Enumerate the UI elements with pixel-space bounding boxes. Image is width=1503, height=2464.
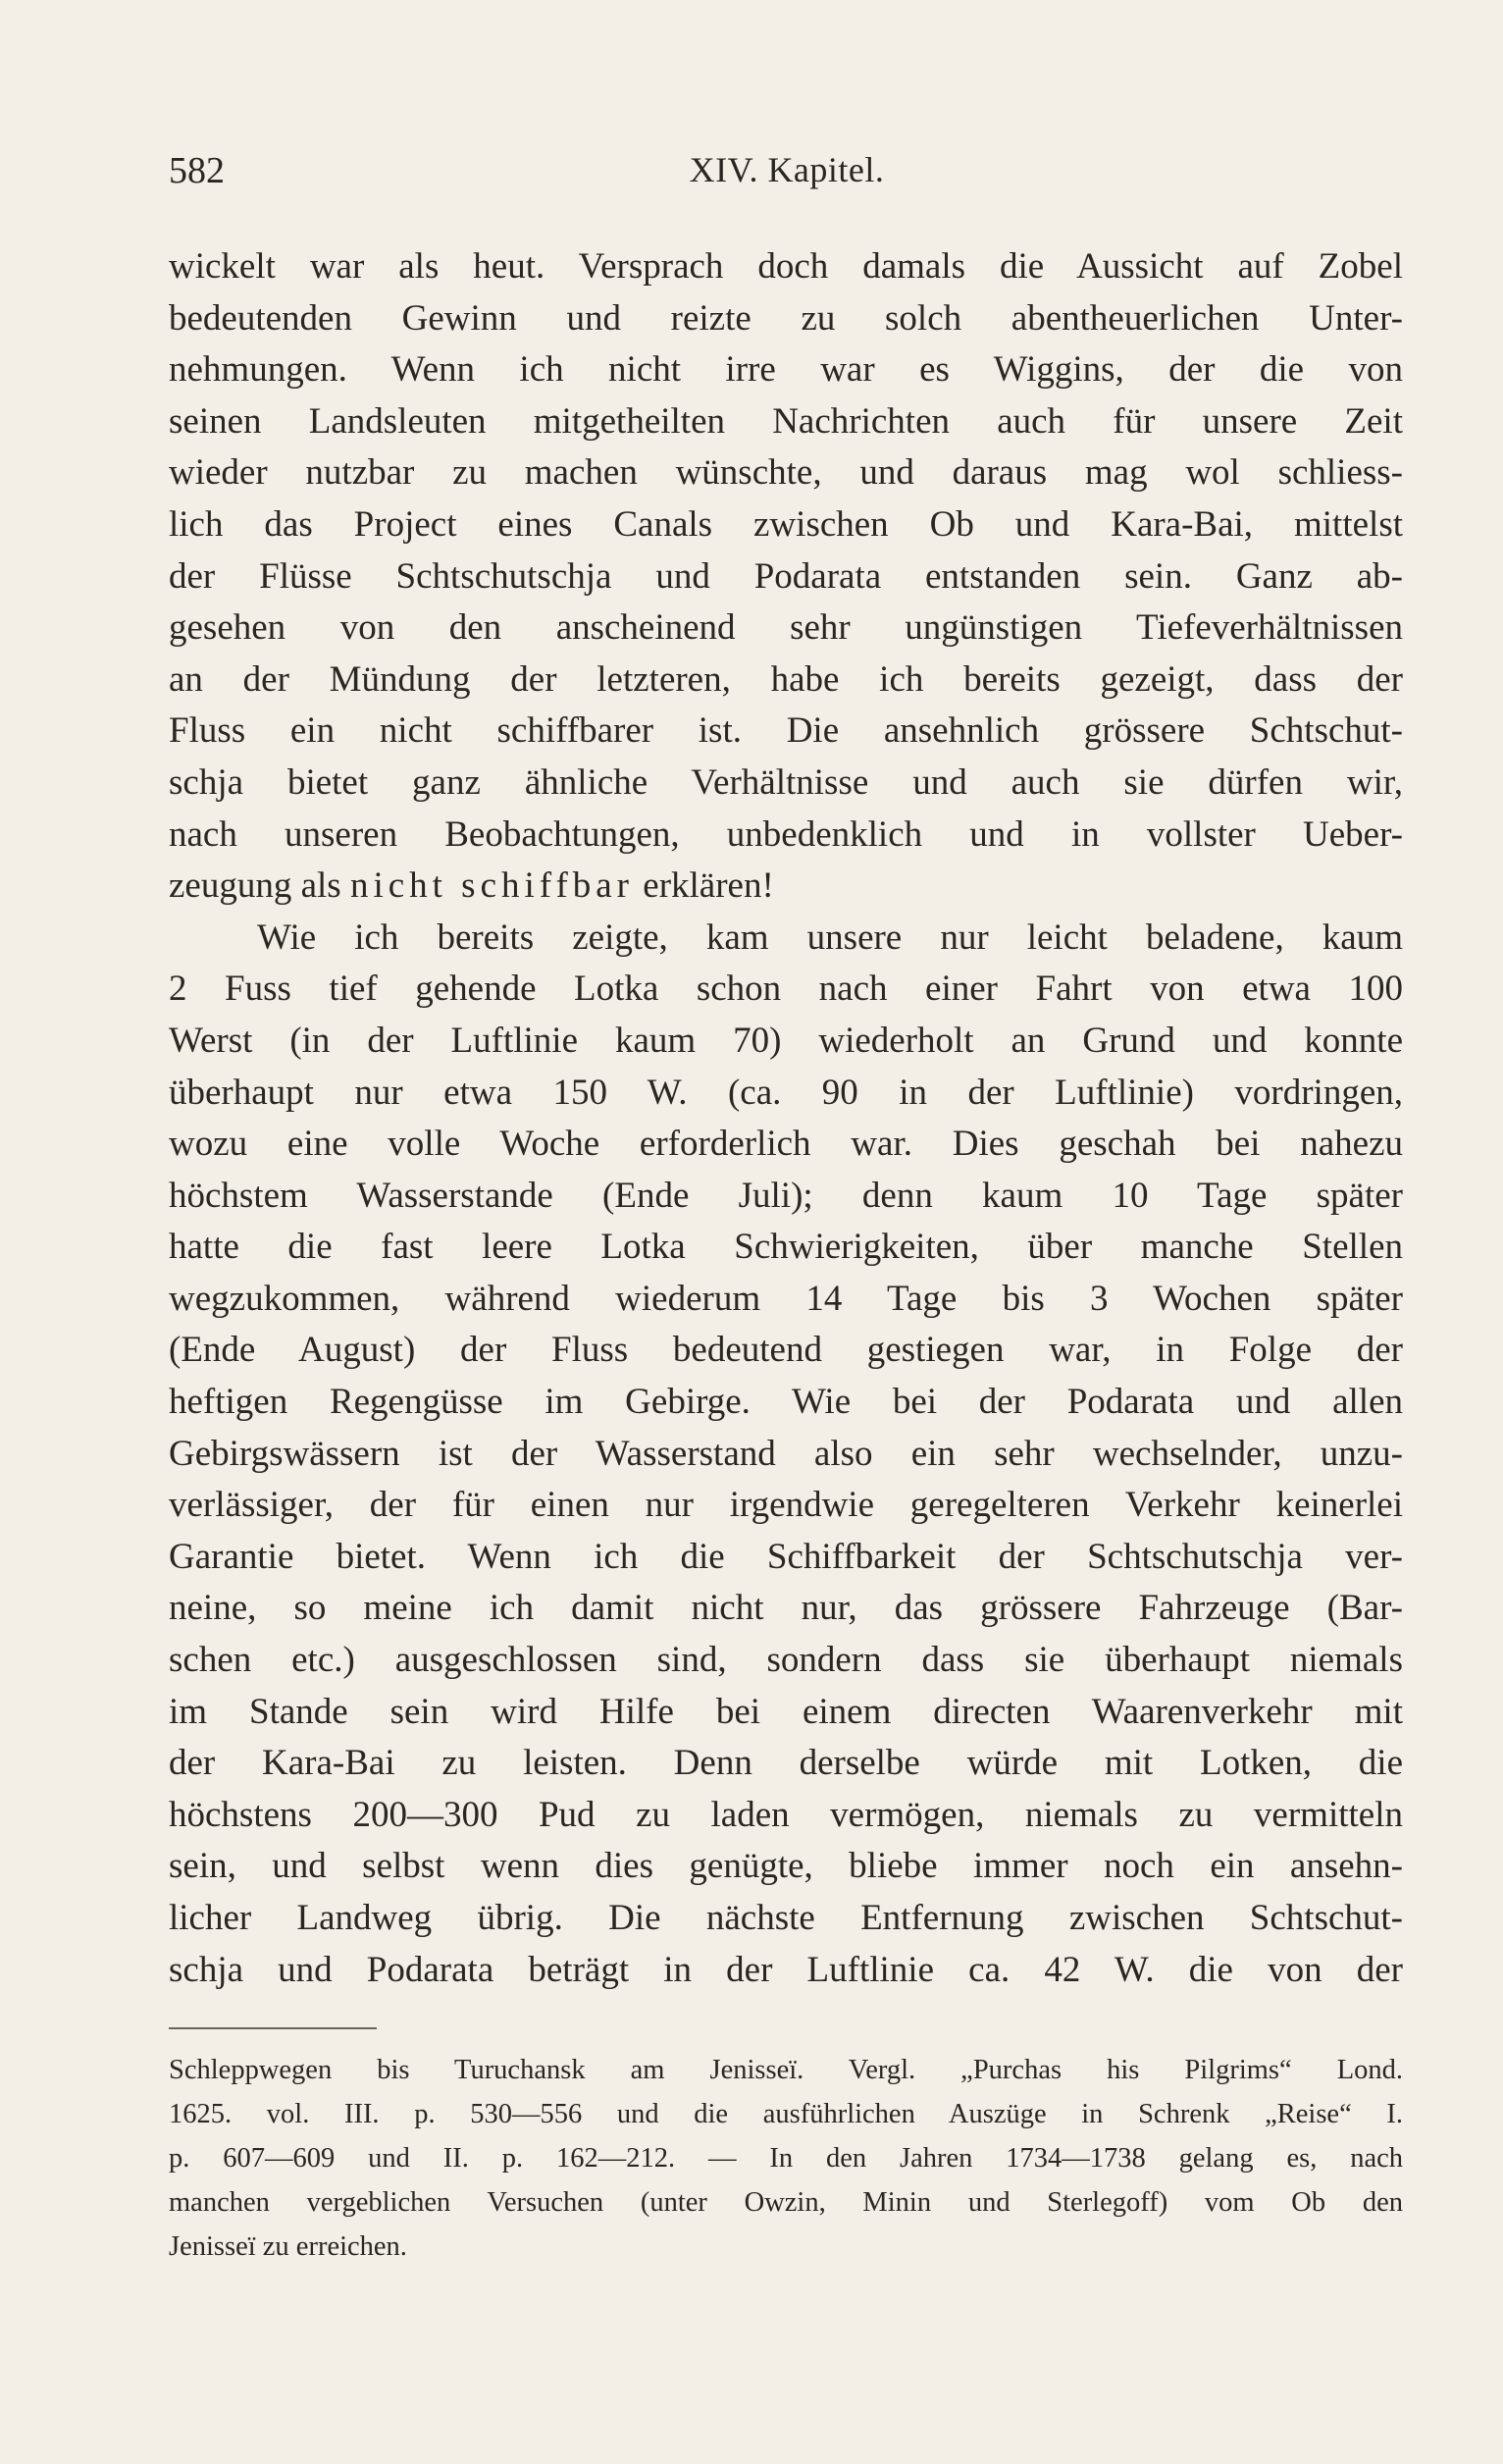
text-line: höchstem Wasserstande (Ende Juli); denn kaum 10 Tage später	[169, 1175, 1403, 1216]
text-line: heftigen Regengüsse im Gebirge. Wie bei der Podarata und allen	[169, 1382, 1403, 1423]
text-line: nach unseren Beobachtungen, unbedenklich und in vollster Ueber-	[169, 813, 1403, 855]
text-line: nehmungen. Wenn ich nicht irre war es Wiggins, der die von	[169, 349, 1403, 391]
text-line: sein, und selbst wenn dies genügte, bliebe immer noch ein ansehn-	[169, 1846, 1403, 1887]
body-text	[169, 241, 1403, 1996]
text-line: schja und Podarata beträgt in der Luftlinie ca. 42 W. die von der	[169, 1949, 1403, 1990]
text-line: Fluss ein nicht schiffbarer ist. Die ansehnlich grössere Schtschut-	[169, 710, 1403, 752]
page-header	[169, 149, 1405, 198]
text-line: licher Landweg übrig. Die nächste Entfernung zwischen Schtschut-	[169, 1898, 1403, 1938]
text-line: verlässiger, der für einen nur irgendwie geregelteren Verkehr keinerlei	[169, 1485, 1403, 1526]
text-line: an der Mündung der letzteren, habe ich bereits gezeigt, dass der	[169, 658, 1403, 700]
text-line: gesehen von den anscheinend sehr ungünstigen Tiefeverhältnissen	[169, 607, 1403, 649]
footnote-line: p. 607—609 und II. p. 162—212. — In den Jahren 1734—1738 gelang es, nach	[169, 2143, 1403, 2174]
text-line: lich das Project eines Canals zwischen Ob und Kara-Bai, mittelst	[169, 503, 1403, 545]
running-head: XIV. Kapitel.	[689, 150, 885, 189]
text-line: wozu eine volle Woche erforderlich war. Dies geschah bei nahezu	[169, 1124, 1403, 1165]
text-line: der Kara-Bai zu leisten. Denn derselbe würde mit Lotken, die	[169, 1743, 1403, 1784]
text-line: der Flüsse Schtschutschja und Podarata entstanden sein. Ganz ab-	[169, 555, 1403, 597]
footnote-line: 1625. vol. III. p. 530—556 und die ausführlichen Auszüge in Schrenk „Reise“ I.	[169, 2099, 1403, 2129]
text-line: bedeutenden Gewinn und reizte zu solch abentheuerlichen Unter-	[169, 297, 1403, 339]
footnote-line-last: Jenisseï zu erreichen.	[169, 2231, 407, 2262]
text-line: 2 Fuss tief gehende Lotka schon nach einer Fahrt von etwa 100	[169, 969, 1403, 1010]
text-line: überhaupt nur etwa 150 W. (ca. 90 in der Luftlinie) vordringen,	[169, 1072, 1403, 1113]
text-line: Werst (in der Luftlinie kaum 70) wiederholt an Grund und konnte	[169, 1020, 1403, 1061]
text-line: seinen Landsleuten mitgetheilten Nachrichten auch für unsere Zeit	[169, 400, 1403, 442]
text-line-last	[169, 861, 1403, 913]
text-line: Gebirgswässern ist der Wasserstand also ein sehr wechselnder, unzu-	[169, 1433, 1403, 1474]
footnote-rule	[169, 2027, 377, 2029]
text-line: schja bietet ganz ähnliche Verhältnisse und auch sie dürfen wir,	[169, 761, 1403, 803]
text-line: (Ende August) der Fluss bedeutend gestiegen war, in Folge der	[169, 1330, 1403, 1371]
footnote-line: manchen vergeblichen Versuchen (unter Owzin, Minin und Sterlegoff) vom Ob den	[169, 2187, 1403, 2218]
spaced-emphasis: nicht schiffbar	[349, 865, 635, 907]
text-line: schen etc.) ausgeschlossen sind, sondern dass sie überhaupt niemals	[169, 1640, 1403, 1681]
footnote-line: Schleppwegen bis Turuchansk am Jenisseï. Vergl. „Purchas his Pilgrims“ Lond.	[169, 2055, 1403, 2085]
page-number: 582	[169, 150, 225, 191]
footnote	[169, 2048, 1403, 2269]
text-line: höchstens 200—300 Pud zu laden vermögen, niemals zu vermitteln	[169, 1794, 1403, 1835]
text-segment: zeugung als	[169, 865, 350, 907]
text-line: neine, so meine ich damit nicht nur, das grössere Fahrzeuge (Bar-	[169, 1588, 1403, 1629]
text-line: wegzukommen, während wiederum 14 Tage bis 3 Wochen später	[169, 1278, 1403, 1319]
text-line: hatte die fast leere Lotka Schwierigkeiten, über manche Stellen	[169, 1227, 1403, 1268]
paragraph-first-line: Wie ich bereits zeigte, kam unsere nur leicht beladene, kaum	[257, 917, 1403, 958]
text-line: im Stande sein wird Hilfe bei einem directen Waarenverkehr mit	[169, 1691, 1403, 1732]
text-line: wickelt war als heut. Versprach doch damals die Aussicht auf Zobel	[169, 246, 1403, 287]
text-line: wieder nutzbar zu machen wünschte, und daraus mag wol schliess-	[169, 452, 1403, 494]
text-line: Garantie bietet. Wenn ich die Schiffbarkeit der Schtschutschja ver-	[169, 1536, 1403, 1577]
text-segment: erklären!	[634, 865, 774, 907]
